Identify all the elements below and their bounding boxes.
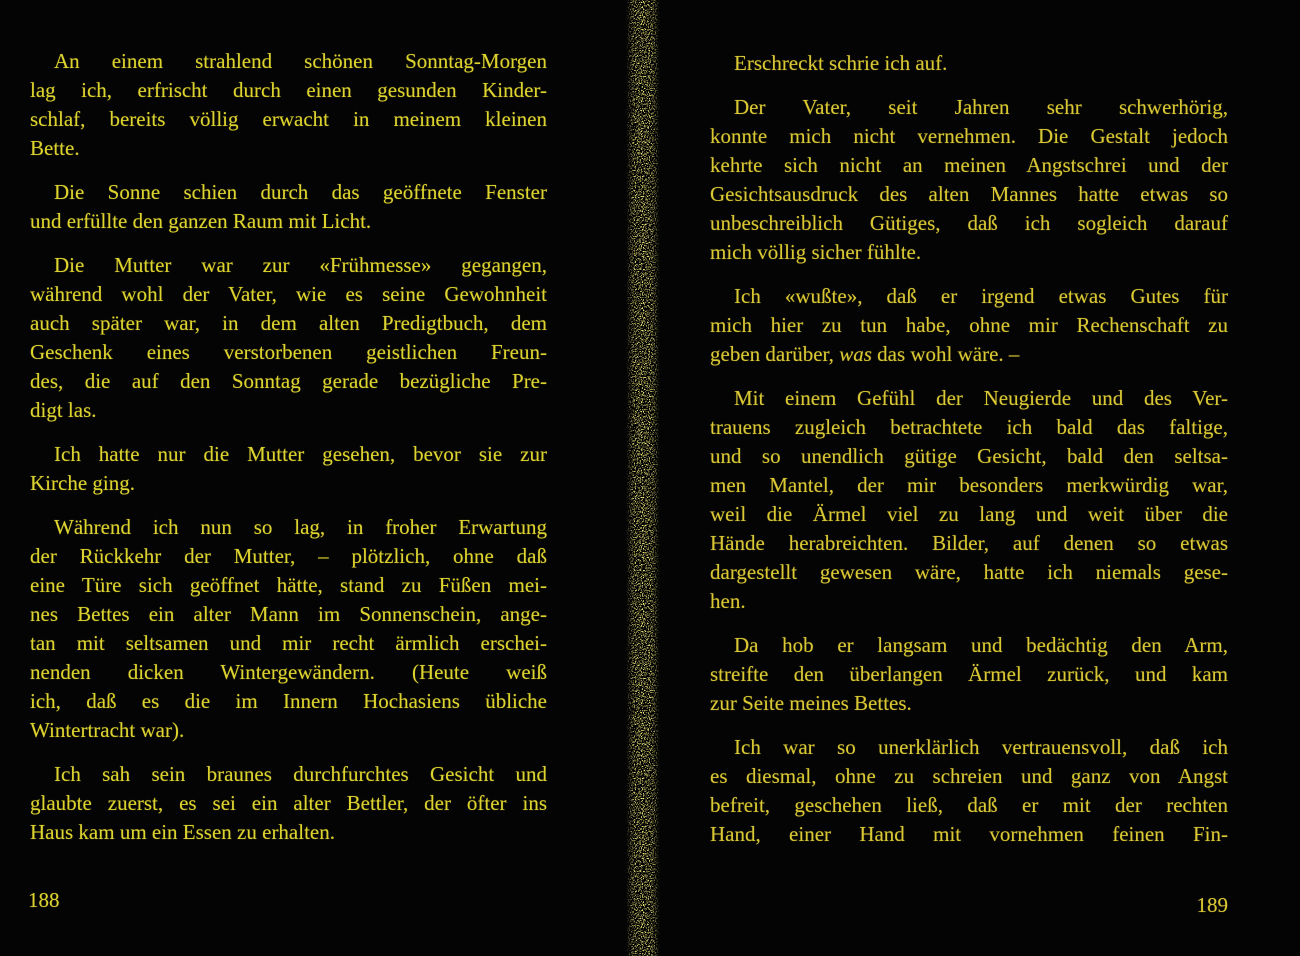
paragraph [30, 760, 547, 847]
text-line: Während ich nun so lag, in froher Erwartung [54, 515, 547, 539]
paragraph [710, 631, 1228, 718]
text-line: tan mit seltsamen und mir recht ärmlich erschei- [30, 631, 547, 655]
text-line: es diesmal, ohne zu schreien und ganz von Angst [710, 764, 1228, 788]
left-page-text [30, 47, 547, 862]
text-line: mich hier zu tun habe, ohne mir Rechenschaft zu [710, 313, 1228, 337]
paragraph [30, 178, 547, 236]
text-line: zur Seite meines Bettes. [710, 691, 912, 715]
text-line: eine Türe sich geöffnet hätte, stand zu Füßen mei- [30, 573, 547, 597]
book-gutter-texture [626, 0, 660, 956]
text-line: ich, daß es die im Innern Hochasiens übliche [30, 689, 547, 713]
text-line: während wohl der Vater, wie es seine Gewohnheit [30, 282, 547, 306]
text-line: Haus kam um ein Essen zu erhalten. [30, 820, 335, 844]
text-line: dargestellt gewesen wäre, hatte ich niemals gese- [710, 560, 1228, 584]
paragraph [30, 251, 547, 425]
text-line: Wintertracht war). [30, 718, 185, 742]
text-line: Die Mutter war zur «Frühmesse» gegangen, [54, 253, 547, 277]
paragraph [710, 93, 1228, 267]
text-line: men Mantel, der mir besonders merkwürdig war, [710, 473, 1228, 497]
text-line: Geschenk eines verstorbenen geistlichen Freun- [30, 340, 547, 364]
text-line: streifte den überlangen Ärmel zurück, und kam [710, 662, 1228, 686]
paragraph [30, 513, 547, 745]
text-line: schlaf, bereits völlig erwacht in meinem kleinen [30, 107, 547, 131]
paragraph [30, 47, 547, 163]
text-line: Mit einem Gefühl der Neugierde und des Ver- [734, 386, 1228, 410]
text-line: Hände herabreichten. Bilder, auf denen so etwas [710, 531, 1228, 555]
text-line: Da hob er langsam und bedächtig den Arm, [734, 633, 1228, 657]
text-line: des, die auf den Sonntag gerade bezügliche Pre- [30, 369, 547, 393]
text-line: auch später war, in dem alten Predigtbuch, dem [30, 311, 547, 335]
text-segment: geben darüber, [710, 342, 840, 366]
text-line: Ich war so unerklärlich vertrauensvoll, daß ich [734, 735, 1228, 759]
text-line: nes Bettes ein alter Mann im Sonnenschein, ange- [30, 602, 547, 626]
text-line [710, 340, 1228, 369]
text-line: glaubte zuerst, es sei ein alter Bettler, der öfter ins [30, 791, 547, 815]
text-line: Erschreckt schrie ich auf. [734, 51, 948, 75]
text-line: und erfüllte den ganzen Raum mit Licht. [30, 209, 372, 233]
text-line: nenden dicken Wintergewändern. (Heute weiß [30, 660, 547, 684]
text-line: lag ich, erfrischt durch einen gesunden Kinder- [30, 78, 547, 102]
text-line: weil die Ärmel viel zu lang und weit über die [710, 502, 1228, 526]
text-line: Gesichtsausdruck des alten Mannes hatte etwas so [710, 182, 1228, 206]
text-line: und so unendlich gütige Gesicht, bald den seltsa- [710, 444, 1228, 468]
text-line: Ich «wußte», daß er irgend etwas Gutes für [734, 284, 1228, 308]
paragraph [710, 384, 1228, 616]
text-line: unbeschreiblich Gütiges, daß ich sogleich darauf [710, 211, 1228, 235]
text-line: Bette. [30, 136, 80, 160]
paragraph [710, 49, 1228, 78]
text-segment: das wohl wäre. – [871, 342, 1020, 366]
paragraph [710, 733, 1228, 849]
text-line: Die Sonne schien durch das geöffnete Fenster [54, 180, 547, 204]
text-line: kehrte sich nicht an meinen Angstschrei und der [710, 153, 1228, 177]
text-line: mich völlig sicher fühlte. [710, 240, 922, 264]
italic-text-segment: was [839, 342, 872, 366]
page-number-right: 189 [1196, 893, 1228, 917]
text-line: digt las. [30, 398, 97, 422]
text-line: Ich sah sein braunes durchfurchtes Gesicht und [54, 762, 547, 786]
right-page-text [710, 49, 1228, 864]
page-number-left: 188 [28, 888, 60, 912]
text-line: Ich hatte nur die Mutter gesehen, bevor sie zur [54, 442, 547, 466]
text-line: befreit, geschehen ließ, daß er mit der rechten [710, 793, 1228, 817]
paragraph [30, 440, 547, 498]
text-line: Der Vater, seit Jahren sehr schwerhörig, [734, 95, 1228, 119]
paragraph [710, 282, 1228, 369]
text-line: konnte mich nicht vernehmen. Die Gestalt jedoch [710, 124, 1228, 148]
text-line: hen. [710, 589, 746, 613]
text-line: der Rückkehr der Mutter, – plötzlich, ohne daß [30, 544, 547, 568]
text-line: Hand, einer Hand mit vornehmen feinen Fin- [710, 822, 1228, 846]
text-line: An einem strahlend schönen Sonntag-Morgen [54, 49, 547, 73]
text-line: Kirche ging. [30, 471, 135, 495]
text-line: trauens zugleich betrachtete ich bald das faltige, [710, 415, 1228, 439]
